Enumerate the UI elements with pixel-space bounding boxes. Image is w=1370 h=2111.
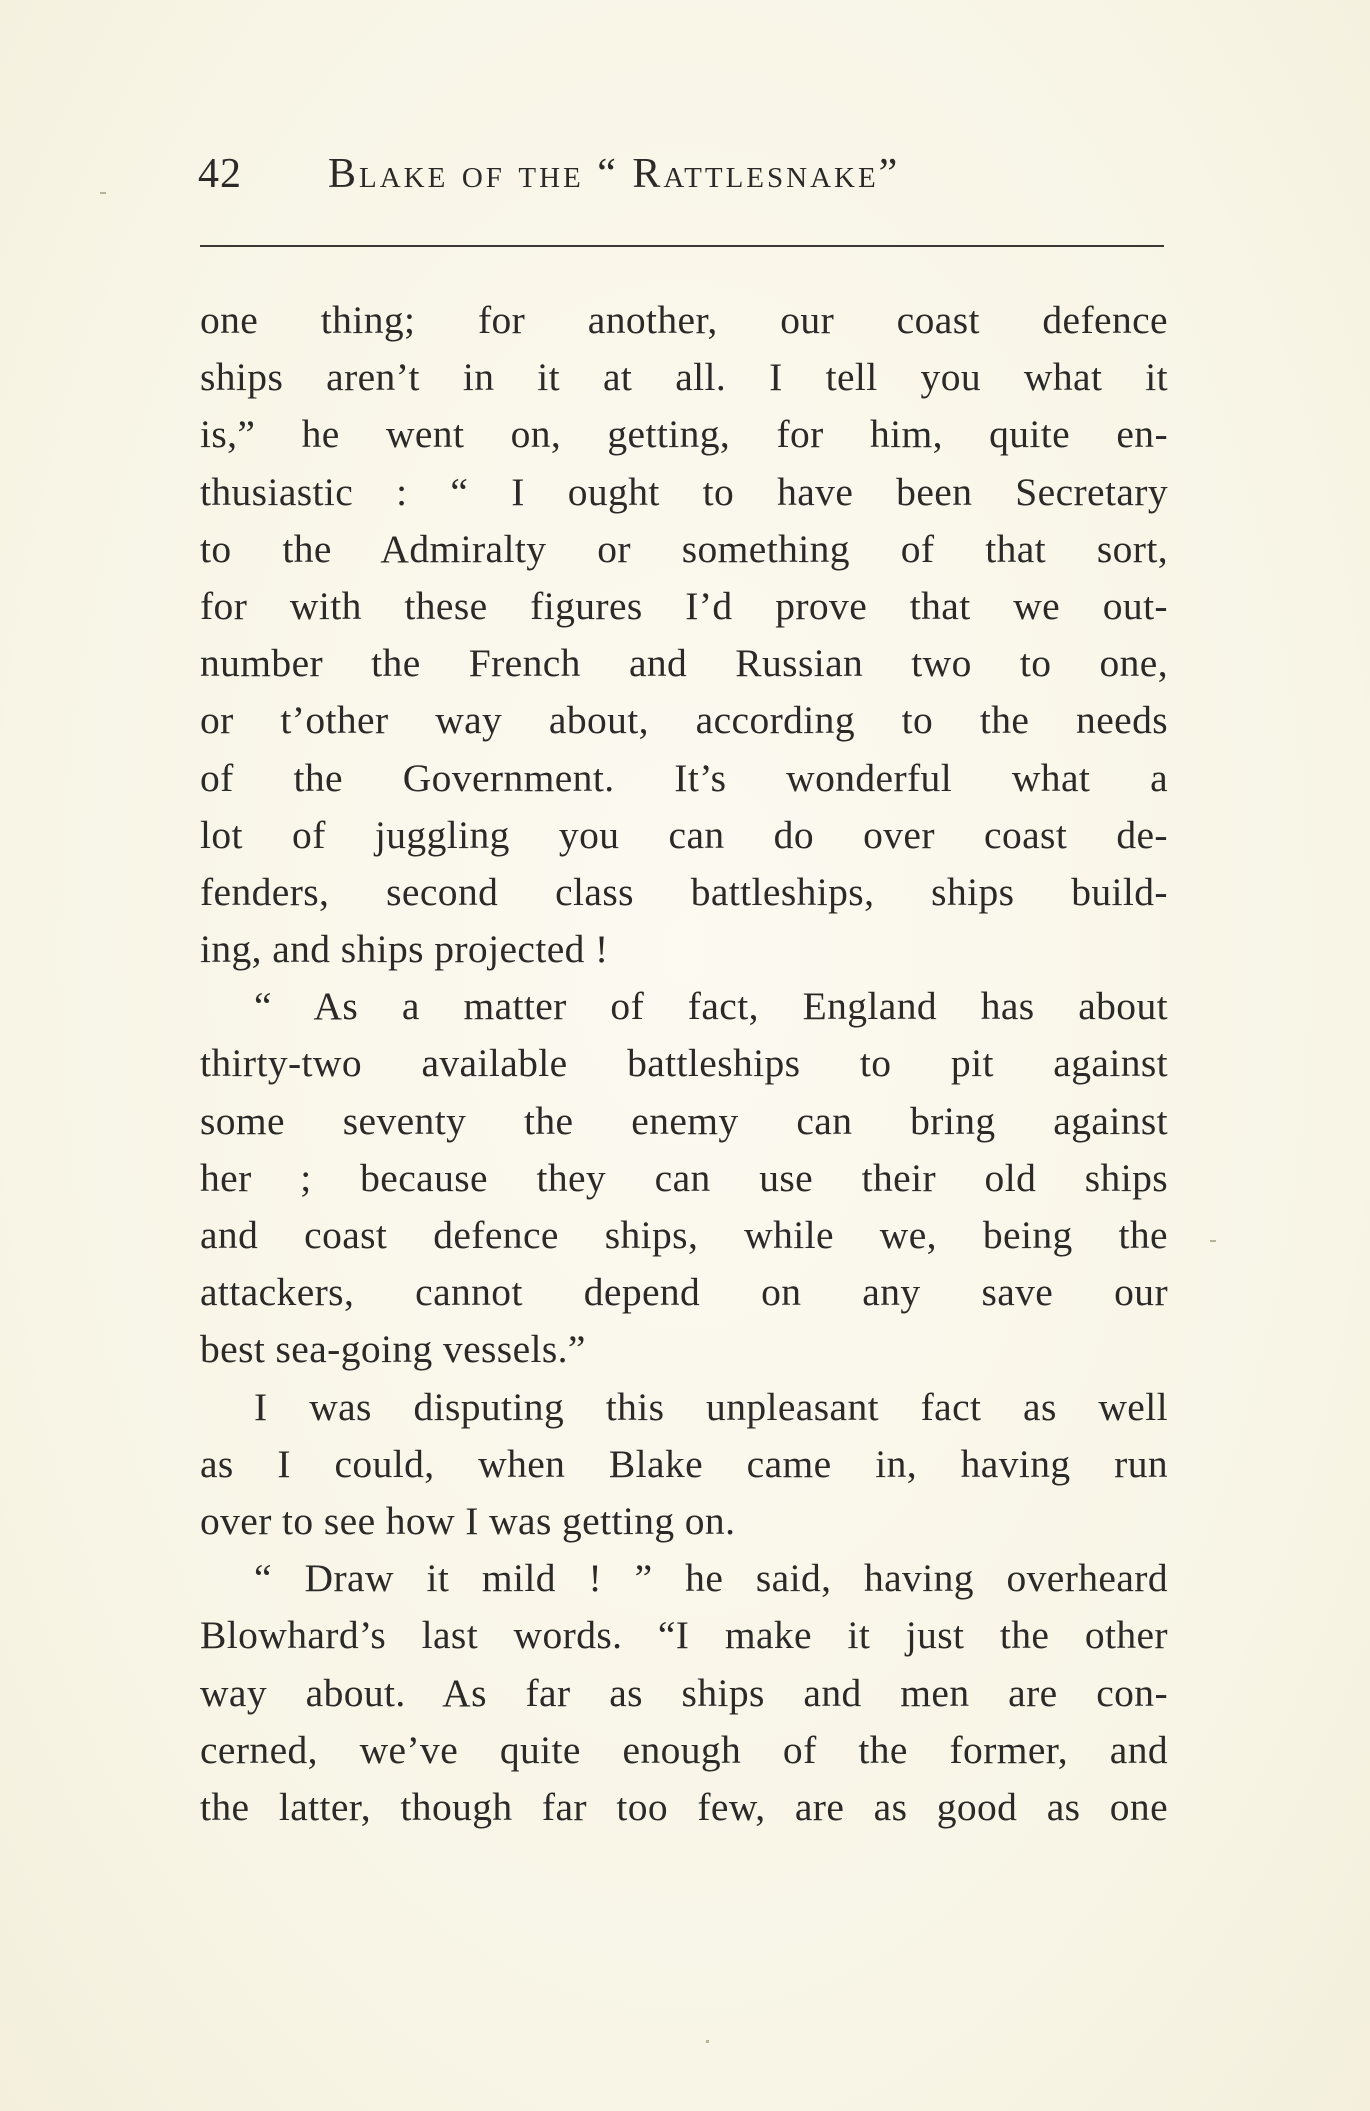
text-line: some seventy the enemy can bring against <box>200 1098 1168 1143</box>
paper-speck <box>100 192 106 194</box>
text-line: thirty-two available battleships to pit against <box>200 1041 1168 1086</box>
text-line: “ Draw it mild ! ” he said, having overheard <box>254 1556 1168 1601</box>
text-line: ships aren’t in it at all. I tell you what it <box>200 355 1168 400</box>
text-line: one thing; for another, our coast defence <box>200 298 1168 342</box>
page-number: 42 <box>198 151 242 197</box>
text-line: for with these figures I’d prove that we out- <box>200 583 1168 628</box>
text-line: to the Admiralty or something of that sort, <box>200 526 1168 571</box>
page-header <box>198 150 1164 220</box>
text-line: best sea-going vessels.” <box>200 1327 586 1372</box>
text-line: Blowhard’s last words. “I make it just the other <box>200 1613 1168 1658</box>
text-line: over to see how I was getting on. <box>200 1498 736 1543</box>
paper-speck <box>706 2040 709 2043</box>
text-line: cerned, we’ve quite enough of the former, and <box>200 1727 1168 1772</box>
text-line: ing, and ships projected ! <box>200 927 609 972</box>
text-line: is,” he went on, getting, for him, quite en- <box>200 412 1168 457</box>
text-line: way about. As far as ships and men are con- <box>200 1670 1168 1715</box>
text-line: I was disputing this unpleasant fact as well <box>254 1384 1168 1429</box>
text-line: lot of juggling you can do over coast de- <box>200 812 1168 857</box>
text-line: the latter, though far too few, are as good as one <box>200 1784 1168 1829</box>
text-line: her ; because they can use their old ships <box>200 1155 1168 1200</box>
running-title: Blake of the “ Rattlesnake” <box>328 151 901 197</box>
paper-speck <box>1210 1240 1216 1242</box>
text-line: of the Government. It’s wonderful what a <box>200 755 1168 800</box>
text-line: number the French and Russian two to one, <box>200 641 1168 686</box>
text-line: “ As a matter of fact, England has about <box>254 984 1168 1029</box>
body-text <box>200 292 1168 1836</box>
text-line: fenders, second class battleships, ships build- <box>200 869 1168 914</box>
text-line: or t’other way about, according to the needs <box>200 698 1168 743</box>
text-line: and coast defence ships, while we, being the <box>200 1213 1168 1257</box>
text-line: thusiastic : “ I ought to have been Secretary <box>200 469 1168 514</box>
text-line: attackers, cannot depend on any save our <box>200 1270 1168 1315</box>
header-rule <box>200 245 1164 247</box>
text-line: as I could, when Blake came in, having run <box>200 1441 1168 1486</box>
